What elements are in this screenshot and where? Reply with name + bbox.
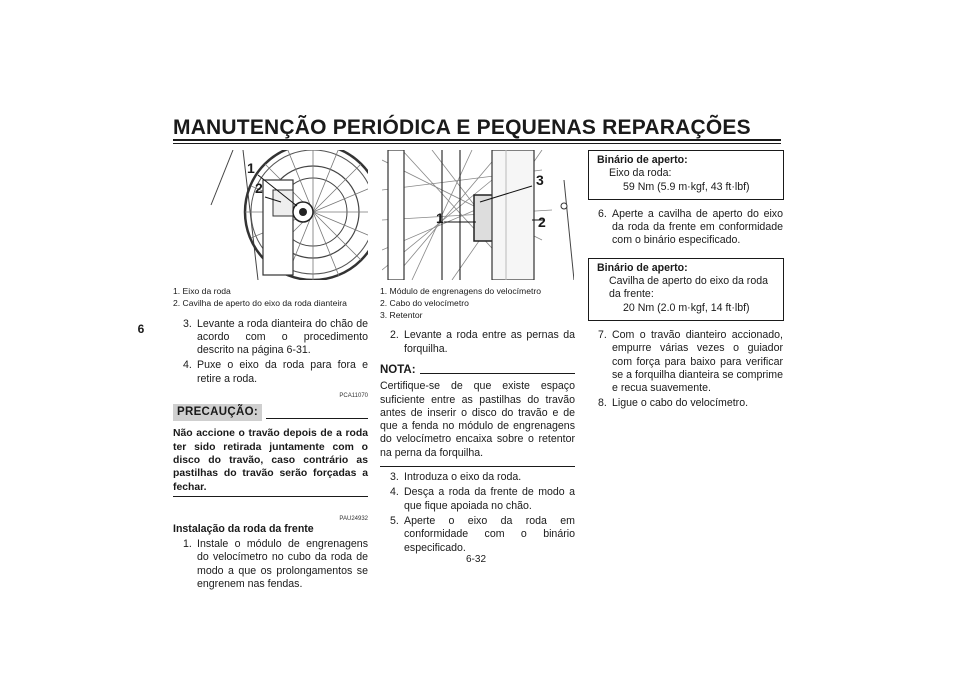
legend-item: 3. Retentor [380,309,423,320]
callout-3: 3 [536,172,544,188]
step-3 [380,471,575,484]
reference-code: PCA11070 [339,393,368,400]
torque-item: Eixo da roda: [609,167,672,180]
step-number: 7. [598,328,607,341]
figure-speedometer-gear [382,150,574,280]
torque-spec-box [588,150,784,200]
callout-1: 1 [436,210,444,226]
torque-item: Cavilha de aperto do eixo da roda da frente: [609,275,769,301]
page-number: 6-32 [466,554,487,565]
step-3 [173,318,368,358]
legend-item: 1. Módulo de engrenagens do velocímetro [380,286,541,296]
column-3 [588,150,783,411]
header-rule-thin [173,143,781,144]
page-title: MANUTENÇÃO PERIÓDICA E PEQUENAS REPARAÇÕES [173,116,751,139]
note-end-rule [380,466,575,467]
column-1 [173,150,368,591]
step-8 [588,397,783,410]
step-text: Introduza o eixo da roda. [404,471,522,484]
step-7 [588,329,783,395]
column-2 [380,150,575,555]
header-rule [173,139,781,141]
torque-value: 20 Nm (2.0 m·kgf, 14 ft·lbf) [623,301,750,314]
torque-spec-box [588,258,784,321]
figure-legend [380,286,575,321]
step-6 [588,208,783,248]
callout-2: 2 [255,180,263,196]
torque-value: 59 Nm (5.9 m·kgf, 43 ft·lbf) [623,180,750,193]
caution-rule [266,418,368,419]
reference-code: PAU24932 [339,515,368,522]
chapter-tab: 6 [137,322,145,336]
step-number: 1. [183,538,192,551]
step-number: 2. [390,329,399,342]
step-text: Ligue o cabo do velocímetro. [612,397,749,410]
caution-text: Não accione o travão depois de a roda ter sido retirada juntamente com o disco do travão, caso contrário as pastilhas do travão serão forçadas a fechar. [173,428,368,493]
step-number: 4. [390,486,399,499]
note-rule [420,373,575,374]
step-text: Instale o módulo de engrenagens do velocímetro no cubo da roda de modo a que os prolongamentos se engrenem nas fendas. [197,538,368,591]
step-text: Levante a roda entre as pernas da forquilha. [404,329,575,355]
callout-2: 2 [538,214,546,230]
step-number: 3. [390,471,399,484]
caution-label: PRECAUÇÃO: [173,404,262,421]
section-title: Instalação da roda da frente [173,522,314,535]
note-text: Certifique-se de que existe espaço suficiente entre as pastilhas do travão antes de inserir o disco do travão e de que a fenda no módulo de engrenagens do velocímetro encaixa sobre o retentor na perna da forquilha. [380,380,575,459]
step-text: Com o travão dianteiro accionado, empurre várias vezes o guiador com força para baixo para verificar se a forquilha dianteira se comprime e recua suavemente. [612,328,783,395]
callout-1: 1 [247,160,255,176]
step-4 [380,486,575,513]
step-5 [380,515,575,555]
step-number: 4. [183,359,192,372]
front-wheel-illustration [203,150,368,280]
step-number: 5. [390,514,399,527]
figure-legend [173,286,368,310]
step-text: Aperte o eixo da roda em conformidade com o binário especificado. [404,514,575,554]
step-text: Desça a roda da frente de modo a que fique apoiada no chão. [404,486,575,512]
step-text: Aperte a cavilha de aperto do eixo da roda da frente em conformidade com o binário especificado. [612,207,783,247]
torque-title: Binário de aperto: [597,261,688,274]
step-number: 6. [598,207,607,220]
note-header [380,364,575,377]
caution-end-rule [173,496,368,497]
legend-item: 1. Eixo da roda [173,286,231,296]
step-4 [173,359,368,386]
note-label: NOTA: [380,363,416,376]
step-text: Puxe o eixo da roda para fora e retire a roda. [197,359,368,385]
step-1 [173,538,368,591]
legend-item: 2. Cavilha de aperto do eixo da roda dianteira [173,297,347,308]
torque-title: Binário de aperto: [597,154,688,166]
legend-item: 2. Cabo do velocímetro [380,297,469,308]
step-number: 3. [183,317,192,330]
step-text: Levante a roda dianteira do chão de acordo com o procedimento descrito na página 6-31. [197,317,368,357]
step-2 [380,329,575,356]
step-number: 8. [598,397,607,410]
caution-header [173,404,368,421]
figure-front-wheel-axle [203,150,368,280]
